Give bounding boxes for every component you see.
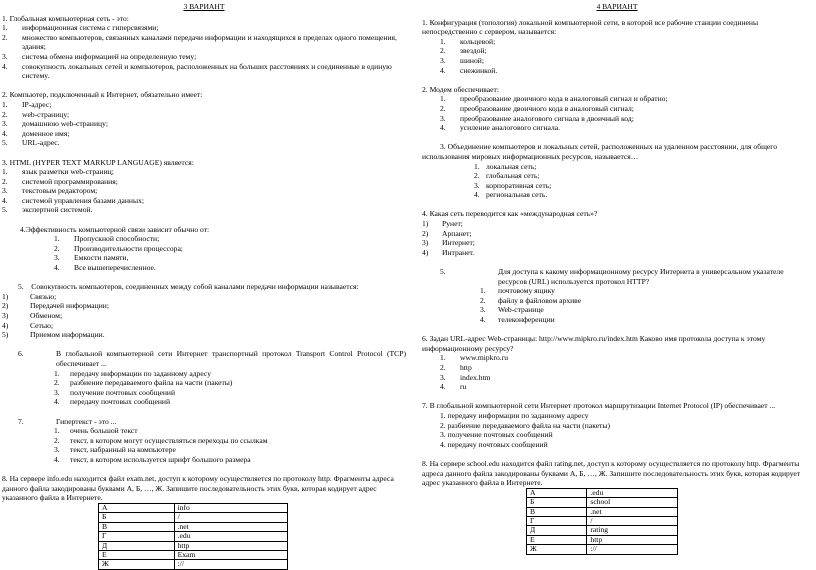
address-fragment-cell: info <box>174 503 287 512</box>
option-number: 3. <box>2 119 8 129</box>
option-text: информационная система с гиперсвязями; <box>22 23 159 33</box>
question-3: 3. Объединение компьютеров и локальных сетей, расположенных на удаленном расстоянии, для общего использования мировых информационных ресурсов, называется… <box>422 142 778 161</box>
option-3 <box>440 114 812 124</box>
option-3 <box>474 181 812 191</box>
option-number: 3. <box>480 305 486 315</box>
option-number: 1. <box>440 353 446 363</box>
question-5-text: Для доступа к какому информационному ресурсу Интернета в универсальном указателе ресурсов (URL) используется протокол HTTP? <box>498 267 784 286</box>
option-number: 2. <box>54 435 60 445</box>
code-table-left <box>98 503 288 570</box>
option-text: снежинкой. <box>460 65 498 75</box>
table-row <box>99 522 288 531</box>
option-2 <box>54 436 406 446</box>
table-row <box>527 526 678 535</box>
code-letter-cell: Е <box>99 550 175 559</box>
option-number: 4. <box>440 123 446 133</box>
option-text: Сетью; <box>30 320 54 330</box>
code-letter-cell: Е <box>527 535 587 544</box>
option-4 <box>2 129 406 139</box>
table-row <box>99 503 288 512</box>
option-number: 2. <box>54 378 60 388</box>
option-text: кольцевой; <box>460 36 496 46</box>
table-row <box>99 541 288 550</box>
option-number: 3. <box>54 387 60 397</box>
option-number: 5. <box>2 205 8 215</box>
option-1 <box>440 411 812 421</box>
option-number: 4. <box>54 454 60 464</box>
question-6: 6. Задан URL-адрес Web-страницы: http://www.mipkro.ru/index.htm Каково имя протокола доступа к этому информационному ресурсу? <box>422 334 766 353</box>
option-text: web-страницу; <box>22 109 70 119</box>
question-2: 2. Компьютер, подключенный к Интернет, обязательно имеет: <box>2 90 203 100</box>
option-text: index.htm <box>460 372 491 382</box>
option-text: очень большой текст <box>70 426 138 436</box>
table-row <box>99 532 288 541</box>
option-2 <box>440 421 812 431</box>
table-row <box>527 498 678 507</box>
option-3 <box>2 311 406 321</box>
option-number: 2. <box>440 103 446 113</box>
option-1 <box>474 162 812 172</box>
variant-4-title: 4 ВАРИАНТ <box>596 2 638 11</box>
option-number: 3. <box>2 186 8 196</box>
option-text: www.mipkro.ru <box>460 353 509 363</box>
option-number: 1. <box>474 161 480 171</box>
question-2-options <box>422 94 812 132</box>
option-text: корпоративная сеть; <box>486 180 552 190</box>
option-number: 4. <box>2 195 8 205</box>
option-number: 4. <box>440 382 446 392</box>
option-text: текст, в котором могут осуществляться переходы по ссылкам <box>70 435 268 445</box>
option-text: IP-адрес; <box>22 99 52 109</box>
question-1: 1. Конфигурация (топология) локальной компьютерной сети, в которой все рабочие станции соединены непосредственно с сервером, называется: <box>422 17 759 37</box>
option-number: 4. <box>480 315 486 324</box>
option-1 <box>2 23 406 33</box>
code-letter-cell: Б <box>99 513 175 522</box>
option-4 <box>474 190 812 200</box>
question-8: 8. На сервере info.edu находится файл exam.net, доступ к которому осуществляется по протоколу http. Фрагменты адреса данного файла закодированы буквами А, Б, …, Ж. Запишите последовательность этих букв, которая кодирует адрес указанного файла в Интернете. <box>2 474 394 503</box>
option-number: 3. <box>2 51 8 61</box>
variant-3-title: 3 ВАРИАНТ <box>183 2 225 11</box>
option-2 <box>440 104 812 114</box>
option-2 <box>2 110 406 120</box>
option-number: 2. <box>2 109 8 119</box>
question-8: 8. На сервере school.edu находится файл rating.net, доступ к которому осуществляется по протоколу http. Фрагменты адреса данного файла закодированы буквами А, Б, …, Ж. Запишите последовательность этих букв, которая кодирует адрес указанного файла в Интернете. <box>422 458 801 488</box>
question-3: 3. HTML (HYPER TEXT MARKUP LANGUAGE) является: <box>2 157 194 167</box>
option-2 <box>480 296 812 306</box>
option-4 <box>440 123 812 133</box>
variant-3-column <box>2 2 406 570</box>
option-number: 5) <box>2 330 9 340</box>
option-number: 2) <box>422 228 429 238</box>
question-4-options <box>2 234 406 272</box>
option-text: системой программирования; <box>22 176 118 186</box>
option-number: 2. <box>440 46 446 56</box>
option-text: 3. получение почтовых сообщений <box>440 430 553 440</box>
option-4 <box>422 248 812 258</box>
option-5 <box>2 138 406 148</box>
option-number: 3. <box>440 372 446 382</box>
option-text: совокупность локальных сетей и компьютеров, расположенных на больших расстояниях и соединенные в единую систему. <box>22 61 392 81</box>
option-number: 3) <box>422 238 429 248</box>
option-1 <box>422 219 812 229</box>
option-text: URL-адрес. <box>22 138 60 148</box>
question-4: 4. Какая сеть переводится как «международная сеть»? <box>422 209 598 219</box>
option-text: передачу информации по заданному адресу <box>70 368 211 378</box>
table-row <box>527 535 678 544</box>
question-7-options <box>422 411 812 449</box>
variant-4-column <box>422 2 812 555</box>
option-4 <box>480 315 812 325</box>
option-4 <box>2 196 406 206</box>
option-text: 2. разбиение передаваемого файла на части (пакеты) <box>440 420 611 430</box>
option-text: передачу почтовых сообщений <box>70 397 171 407</box>
option-text: Емкости памяти, <box>74 253 129 263</box>
question-2: 2. Модем обеспечивает: <box>422 84 499 94</box>
option-text: 1. передачу информации по заданному адресу <box>440 410 589 420</box>
option-text: усиление аналогового сигнала. <box>460 123 561 133</box>
option-number: 1. <box>54 368 60 378</box>
option-text: система обмена информацией на определенную тему; <box>22 51 197 61</box>
option-1 <box>54 234 406 244</box>
option-text: преобразование аналогового сигнала в двоичный код; <box>460 113 634 123</box>
option-1 <box>440 37 812 47</box>
option-text: шиной; <box>460 55 484 65</box>
question-7 <box>18 417 406 427</box>
option-2 <box>2 33 406 52</box>
option-text: разбиение передаваемого файла на части (пакеты) <box>70 378 233 388</box>
option-3 <box>2 52 406 62</box>
option-number: 1. <box>2 99 8 109</box>
option-text: Web-странице <box>498 305 544 315</box>
option-text: текст, в котором используется шрифт большого размера <box>70 454 251 464</box>
question-5-options <box>2 292 406 340</box>
question-7-text: Гипертекст - это ... <box>56 416 117 426</box>
option-1 <box>54 369 406 379</box>
option-number: 2. <box>2 32 8 42</box>
question-5 <box>440 267 812 286</box>
table-row <box>527 545 678 554</box>
option-3 <box>440 373 812 383</box>
option-text: текст, набранный на компьютере <box>70 445 176 455</box>
option-text: Приемом информации. <box>30 330 105 340</box>
address-fragment-cell: rating <box>587 526 678 535</box>
option-number: 4) <box>2 320 9 330</box>
option-text: Передачей информации; <box>30 301 109 311</box>
option-number: 2. <box>2 176 8 186</box>
option-text: файлу в файловом архиве <box>498 295 582 305</box>
table-row <box>99 560 288 569</box>
option-number: 3. <box>440 55 446 65</box>
code-letter-cell: А <box>527 488 587 497</box>
option-4 <box>2 62 406 81</box>
address-fragment-cell: .net <box>587 507 678 516</box>
option-text: глобальная сеть; <box>486 171 540 181</box>
option-text: язык разметки web-страниц; <box>22 167 114 177</box>
option-2 <box>54 244 406 254</box>
option-number: 2) <box>2 301 9 311</box>
option-text: доменное имя; <box>22 128 70 138</box>
option-number: 1. <box>2 167 8 177</box>
option-number: 3. <box>54 253 60 263</box>
option-text: локальная сеть; <box>486 161 537 171</box>
option-number: 2. <box>480 295 486 305</box>
option-text: Арпанет; <box>442 228 472 238</box>
code-letter-cell: Д <box>527 526 587 535</box>
table-row <box>99 513 288 522</box>
address-fragment-cell: / <box>587 516 678 525</box>
option-number: 1. <box>480 286 486 296</box>
option-3 <box>480 305 812 315</box>
option-2 <box>2 177 406 187</box>
option-3 <box>2 186 406 196</box>
option-number: 1. <box>54 426 60 436</box>
option-number: 1) <box>422 219 429 229</box>
option-number: 3. <box>474 180 480 190</box>
option-number: 4. <box>2 61 8 71</box>
option-4 <box>440 382 812 392</box>
option-text: Производительности процессора; <box>74 243 183 253</box>
table-row <box>99 550 288 559</box>
code-letter-cell: Д <box>99 541 175 550</box>
question-5: 5. Совокупность компьютеров, соединенных между собой каналами передачи информации называется: <box>18 282 359 292</box>
question-6 <box>18 349 406 368</box>
question-5-options <box>422 286 812 324</box>
question-3-options <box>422 162 812 200</box>
option-2 <box>54 378 406 388</box>
question-5-number: 5. <box>440 267 446 277</box>
code-letter-cell: В <box>99 522 175 531</box>
option-number: 3) <box>2 311 9 320</box>
option-text: преобразование двоичного кода в аналоговый сигнал и обратно; <box>460 94 668 104</box>
address-fragment-cell: / <box>174 513 287 522</box>
option-1 <box>440 94 812 104</box>
option-1 <box>2 100 406 110</box>
code-letter-cell: Ж <box>527 545 587 554</box>
option-3 <box>2 119 406 129</box>
question-1-options <box>2 23 406 81</box>
option-2 <box>422 229 812 239</box>
option-4 <box>440 440 812 450</box>
option-text: телеконференции <box>498 315 555 324</box>
option-text: http <box>460 362 472 372</box>
option-3 <box>54 445 406 455</box>
question-7-options <box>2 426 406 464</box>
option-text: региональная сеть. <box>486 190 548 200</box>
question-6-options <box>422 353 812 391</box>
option-text: Обменом; <box>30 311 63 320</box>
question-4: 4.Эффективность компьютерной связи зависит обычно от: <box>20 224 210 234</box>
option-4 <box>440 66 812 76</box>
question-1: 1. Глобальная компьютерная сеть - это: <box>2 13 129 23</box>
address-fragment-cell: .net <box>174 522 287 531</box>
option-number: 1. <box>440 36 446 46</box>
option-3 <box>440 56 812 66</box>
option-text: домашнюю web-страницу; <box>22 119 108 129</box>
code-letter-cell: Г <box>99 532 175 541</box>
option-3 <box>440 430 812 440</box>
address-fragment-cell: .edu <box>174 532 287 541</box>
option-3 <box>54 253 406 263</box>
option-2 <box>440 363 812 373</box>
option-3 <box>422 238 812 248</box>
option-text: 4. передачу почтовых сообщений <box>440 439 548 449</box>
code-letter-cell: Б <box>527 498 587 507</box>
option-1 <box>54 426 406 436</box>
option-number: 2. <box>54 243 60 253</box>
option-2 <box>2 301 406 311</box>
option-number: 1. <box>54 234 60 244</box>
code-letter-cell: Ж <box>99 560 175 569</box>
option-text: Все вышеперечисленное. <box>74 263 156 273</box>
address-fragment-cell: Exam <box>174 550 287 559</box>
question-2-options <box>2 100 406 148</box>
address-fragment-cell: :// <box>587 545 678 554</box>
address-fragment-cell: .edu <box>587 488 678 497</box>
question-4-options <box>422 219 812 257</box>
option-number: 4. <box>2 128 8 138</box>
option-4 <box>54 397 406 407</box>
option-number: 1) <box>2 291 9 301</box>
option-number: 5. <box>2 138 8 148</box>
option-number: 4. <box>54 397 60 407</box>
question-7: 7. В глобальной компьютерной сети Интернет протокол маршрутизации Internet Protocol (IP) обеспечивает ... <box>422 401 776 411</box>
option-number: 4. <box>54 263 60 273</box>
code-letter-cell: Г <box>527 516 587 525</box>
option-4 <box>54 455 406 465</box>
option-3 <box>54 388 406 398</box>
option-1 <box>440 353 812 363</box>
question-6-number: 6. <box>18 349 24 359</box>
table-row <box>527 507 678 516</box>
option-text: текстовым редактором; <box>22 186 98 196</box>
option-number: 4. <box>474 190 480 200</box>
code-letter-cell: А <box>99 503 175 512</box>
option-2 <box>440 46 812 56</box>
address-fragment-cell: http <box>174 541 287 550</box>
option-2 <box>474 171 812 181</box>
option-text: получение почтовых сообщений <box>70 387 176 397</box>
option-number: 3. <box>54 445 60 455</box>
option-text: Рунет; <box>442 219 463 229</box>
option-number: 2. <box>474 171 480 181</box>
option-number: 2. <box>440 362 446 372</box>
code-letter-cell: В <box>527 507 587 516</box>
option-number: 4) <box>422 247 429 257</box>
option-text: экспертной системой. <box>22 205 93 215</box>
option-number: 4. <box>440 65 446 75</box>
question-3-options <box>2 167 406 215</box>
option-text: почтовому ящику <box>498 286 555 296</box>
option-text: ru <box>460 382 467 392</box>
option-number: 1. <box>2 23 8 33</box>
option-text: Интернет; <box>442 238 475 248</box>
option-4 <box>2 321 406 331</box>
option-number: 3. <box>440 113 446 123</box>
question-6-text: В глобальной компьютерной сети Интернет транспортный протокол Transport Control Protocol (TCP) обеспечивает ... <box>56 349 406 368</box>
option-1 <box>480 286 812 296</box>
option-text: преобразование двоичного кода в аналоговый сигнал; <box>460 103 634 113</box>
address-fragment-cell: :// <box>174 560 287 569</box>
option-text: системой управления базами данных; <box>22 195 144 205</box>
option-text: звездой; <box>460 46 487 56</box>
question-1-options <box>422 37 812 75</box>
code-table-right <box>526 488 678 555</box>
option-1 <box>2 292 406 302</box>
question-6-options <box>2 369 406 407</box>
option-text: Связью; <box>30 291 57 301</box>
question-7-number: 7. <box>18 416 24 426</box>
option-text: множество компьютеров, связанных каналами передачи информации и находящихся в пределах одного помещения, здания; <box>22 32 397 52</box>
option-1 <box>2 167 406 177</box>
address-fragment-cell: http <box>587 535 678 544</box>
option-number: 1. <box>440 94 446 104</box>
option-5 <box>2 205 406 215</box>
address-fragment-cell: school <box>587 498 678 507</box>
option-text: Пропускной способности; <box>74 234 160 244</box>
option-text: Интранет. <box>442 247 475 257</box>
option-5 <box>2 330 406 340</box>
option-4 <box>54 263 406 273</box>
